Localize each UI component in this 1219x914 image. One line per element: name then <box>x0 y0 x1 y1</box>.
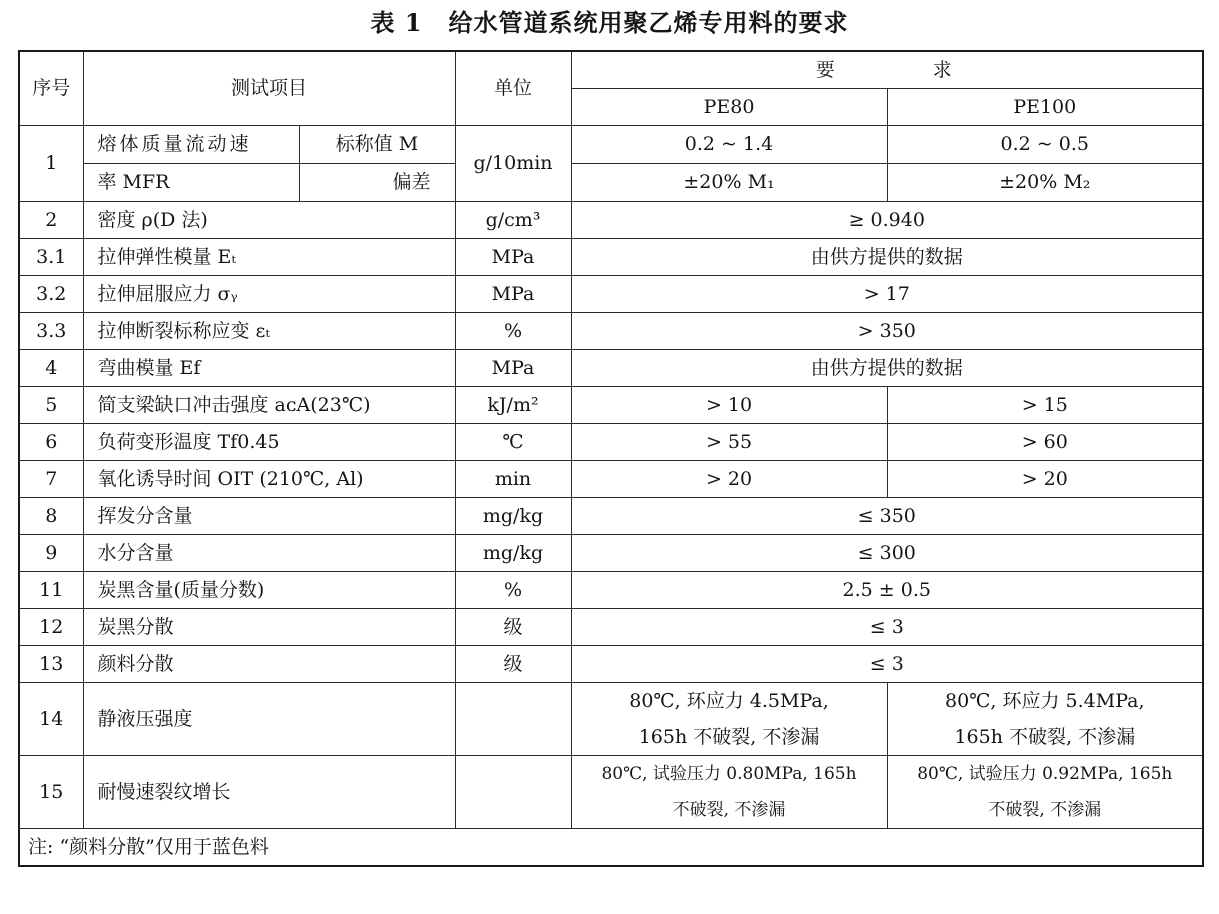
note-row <box>19 829 1203 867</box>
row-value: 由供方提供的数据 <box>571 350 1203 387</box>
table-note: 注: “颜料分散”仅用于蓝色料 <box>19 829 1203 867</box>
table-title <box>0 2 1219 44</box>
header-requirement <box>571 51 1203 89</box>
table-row <box>19 535 1203 572</box>
row-seq: 3.3 <box>19 313 83 350</box>
row-item: 拉伸断裂标称应变 εₜ <box>83 313 455 350</box>
row-item: 耐慢速裂纹增长 <box>83 756 455 829</box>
row-value: ≤ 300 <box>571 535 1203 572</box>
header-unit: 单位 <box>455 51 571 126</box>
row-unit: 级 <box>455 646 571 683</box>
row-pe100-value <box>887 756 1203 829</box>
row-unit: g/cm³ <box>455 202 571 239</box>
row-item: 弯曲模量 Ef <box>83 350 455 387</box>
row-pe80-line2: 165h 不破裂, 不渗漏 <box>638 726 820 748</box>
row-item: 熔体质量流动速 <box>83 126 299 164</box>
header-row <box>19 51 1203 89</box>
row-pe100-line2: 不破裂, 不渗漏 <box>988 800 1102 820</box>
row-item: 静液压强度 <box>83 683 455 756</box>
row-item: 炭黑含量(质量分数) <box>83 572 455 609</box>
table-row <box>19 609 1203 646</box>
row-unit: min <box>455 461 571 498</box>
row-unit: MPa <box>455 276 571 313</box>
table-row <box>19 276 1203 313</box>
row-value: > 17 <box>571 276 1203 313</box>
row-unit <box>455 683 571 756</box>
row-seq: 4 <box>19 350 83 387</box>
table-row <box>19 683 1203 756</box>
row-item: 氧化诱导时间 OIT (210℃, Al) <box>83 461 455 498</box>
table-row <box>19 164 1203 202</box>
row-unit: kJ/m² <box>455 387 571 424</box>
row-item: 颜料分散 <box>83 646 455 683</box>
row-pe80-value: ±20% M₁ <box>571 164 887 202</box>
table-row <box>19 202 1203 239</box>
row-item: 炭黑分散 <box>83 609 455 646</box>
row-pe80-value <box>571 683 887 756</box>
row-value: 2.5 ± 0.5 <box>571 572 1203 609</box>
row-item: 拉伸弹性模量 Eₜ <box>83 239 455 276</box>
row-item: 密度 ρ(D 法) <box>83 202 455 239</box>
header-pe80: PE80 <box>571 89 887 126</box>
row-pe80-line1: 80℃, 试验压力 0.80MPa, 165h <box>601 764 857 784</box>
row-seq: 6 <box>19 424 83 461</box>
row-pe80-value: > 10 <box>571 387 887 424</box>
header-seq: 序号 <box>19 51 83 126</box>
row-pe100-value: > 60 <box>887 424 1203 461</box>
requirements-table <box>18 50 1204 867</box>
row-pe100-line1: 80℃, 试验压力 0.92MPa, 165h <box>917 764 1173 784</box>
row-pe80-line2: 不破裂, 不渗漏 <box>672 800 786 820</box>
row-item: 负荷变形温度 Tf0.45 <box>83 424 455 461</box>
row-unit: % <box>455 572 571 609</box>
row-item: 拉伸屈服应力 σᵧ <box>83 276 455 313</box>
table-row <box>19 239 1203 276</box>
row-pe100-value <box>887 683 1203 756</box>
row-seq: 9 <box>19 535 83 572</box>
table-row <box>19 498 1203 535</box>
row-unit: mg/kg <box>455 535 571 572</box>
row-seq: 7 <box>19 461 83 498</box>
row-pe80-line1: 80℃, 环应力 4.5MPa, <box>629 690 829 712</box>
row-unit: g/10min <box>455 126 571 202</box>
header-item: 测试项目 <box>83 51 455 126</box>
table-row <box>19 424 1203 461</box>
row-unit <box>455 756 571 829</box>
row-seq: 2 <box>19 202 83 239</box>
table-row <box>19 313 1203 350</box>
row-item: 简支梁缺口冲击强度 aᴄA(23℃) <box>83 387 455 424</box>
row-value: ≤ 3 <box>571 646 1203 683</box>
table-row <box>19 572 1203 609</box>
table-row <box>19 461 1203 498</box>
row-value: ≤ 3 <box>571 609 1203 646</box>
row-pe100-value: > 20 <box>887 461 1203 498</box>
row-item: 水分含量 <box>83 535 455 572</box>
row-seq: 13 <box>19 646 83 683</box>
row-pe100-line2: 165h 不破裂, 不渗漏 <box>954 726 1136 748</box>
row-seq: 14 <box>19 683 83 756</box>
row-pe100-line1: 80℃, 环应力 5.4MPa, <box>945 690 1145 712</box>
row-value: > 350 <box>571 313 1203 350</box>
row-unit: 级 <box>455 609 571 646</box>
row-unit: % <box>455 313 571 350</box>
row-pe100-value: ±20% M₂ <box>887 164 1203 202</box>
row-item: 挥发分含量 <box>83 498 455 535</box>
row-item: 率 MFR <box>83 164 299 202</box>
row-seq: 3.1 <box>19 239 83 276</box>
row-value: 由供方提供的数据 <box>571 239 1203 276</box>
table-number: 表 1 <box>370 8 423 37</box>
table-row <box>19 387 1203 424</box>
row-seq: 5 <box>19 387 83 424</box>
header-requirement-text: 要 求 <box>815 58 998 81</box>
row-pe80-value: > 20 <box>571 461 887 498</box>
row-seq: 11 <box>19 572 83 609</box>
row-pe100-value: 0.2 ~ 0.5 <box>887 126 1203 164</box>
table-row <box>19 126 1203 164</box>
row-subitem: 偏差 <box>299 164 455 202</box>
row-pe80-value <box>571 756 887 829</box>
row-pe80-value: > 55 <box>571 424 887 461</box>
row-subitem <box>299 126 455 164</box>
row-unit: MPa <box>455 350 571 387</box>
row-unit: ℃ <box>455 424 571 461</box>
row-seq: 8 <box>19 498 83 535</box>
table-row <box>19 646 1203 683</box>
row-seq: 3.2 <box>19 276 83 313</box>
row-subitem-text: 标称值 M <box>335 133 419 156</box>
row-pe80-value: 0.2 ~ 1.4 <box>571 126 887 164</box>
row-seq: 12 <box>19 609 83 646</box>
row-unit: MPa <box>455 239 571 276</box>
table-row <box>19 756 1203 829</box>
row-seq: 1 <box>19 126 83 202</box>
header-pe100: PE100 <box>887 89 1203 126</box>
table-row <box>19 350 1203 387</box>
row-pe100-value: > 15 <box>887 387 1203 424</box>
row-value: ≤ 350 <box>571 498 1203 535</box>
table-title-text: 给水管道系统用聚乙烯专用料的要求 <box>448 8 849 37</box>
row-value: ≥ 0.940 <box>571 202 1203 239</box>
row-seq: 15 <box>19 756 83 829</box>
row-unit: mg/kg <box>455 498 571 535</box>
